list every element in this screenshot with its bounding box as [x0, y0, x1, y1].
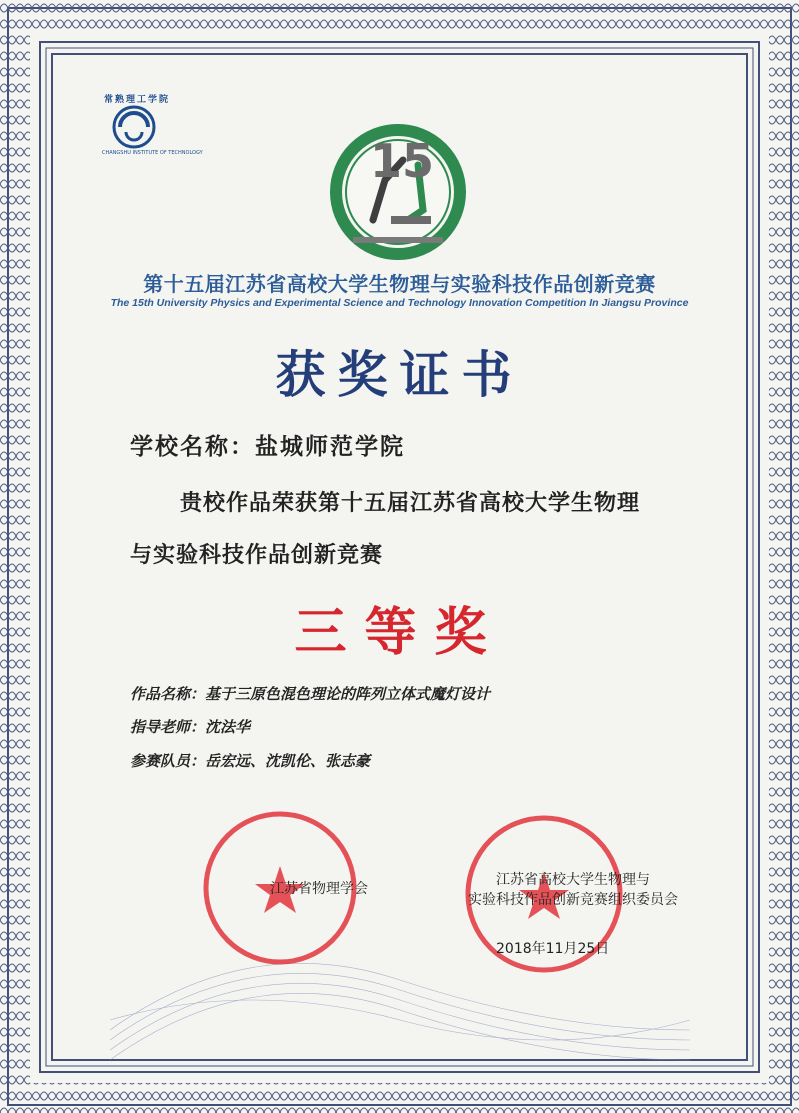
issuer-committee [458, 870, 688, 910]
certificate-title: 获奖证书 [275, 346, 524, 404]
logo-name-en: CHANGSHU INSTITUTE OF TECHNOLOGY [102, 150, 203, 156]
advisor: 指导老师：沈法华 [130, 718, 251, 736]
school-name: 学校名称：盐城师范学院 [130, 433, 405, 460]
logo-name-cn: 常熟理工学院 [104, 95, 171, 105]
competition-title-en: The 15th University Physics and Experimental Science and Technology Innovation Competition In Jiangsu Province [110, 297, 689, 309]
issuer-committee-line1: 江苏省高校大学生物理与 [496, 872, 650, 888]
issue-date: 2018年11月25日 [496, 941, 610, 957]
work-title: 作品名称：基于三原色混色理论的阵列立体式魔灯设计 [130, 685, 491, 703]
issuer-physics-society: 江苏省物理学会 [270, 881, 368, 897]
body-text-line2: 与实验科技作品创新竞赛 [130, 542, 384, 568]
body-text-line1: 贵校作品荣获第十五届江苏省高校大学生物理 [180, 490, 641, 516]
issuer-committee-line2: 实验科技作品创新竞赛组织委员会 [468, 892, 678, 908]
competition-title-cn: 第十五届江苏省高校大学生物理与实验科技作品创新竞赛 [143, 272, 656, 296]
award-level: 三等奖 [294, 603, 505, 663]
emblem-number: 15 [370, 134, 435, 188]
team-members: 参赛队员：岳宏远、沈凯伦、张志豪 [130, 752, 371, 770]
